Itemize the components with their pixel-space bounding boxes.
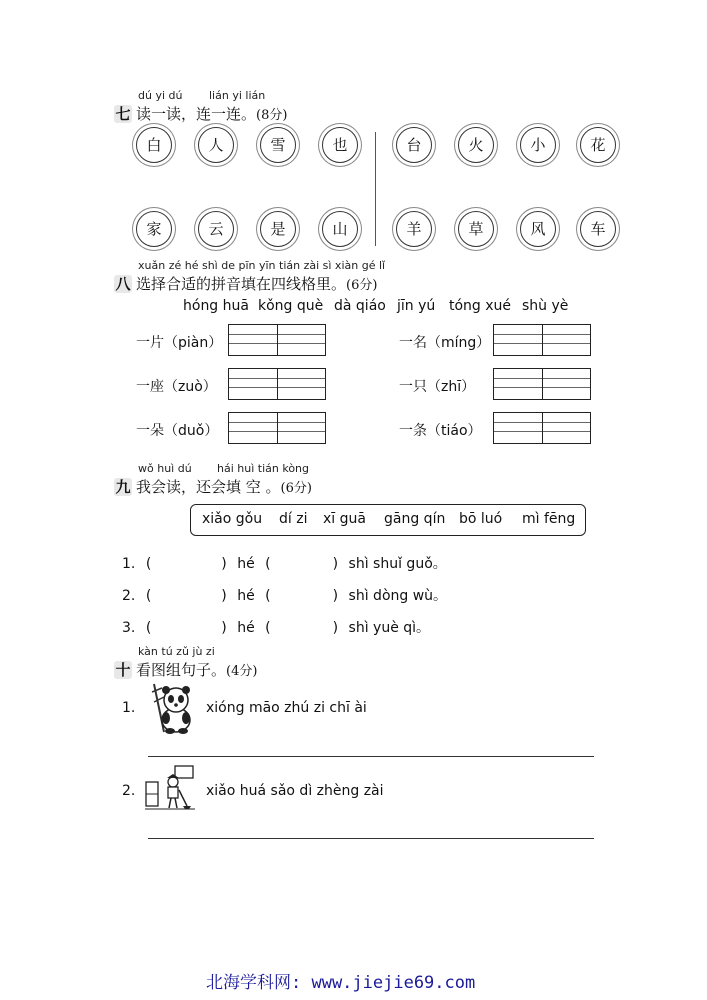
s8-option-3: dà qiáo	[334, 298, 386, 314]
s7-title	[114, 103, 287, 124]
s7-char-bottom-right-3[interactable]: 风	[520, 211, 556, 247]
s8-option-2: kǒng què	[258, 298, 324, 314]
s8-option-4: jīn yú	[397, 298, 436, 314]
s9-he: hé	[237, 620, 255, 636]
s9-tail: shì shuǐ guǒ。	[348, 556, 447, 572]
s10-q2-text: xiǎo huá sǎo dì zhèng zài	[206, 783, 384, 799]
s8-item-left-2: 一座（zuò）	[136, 379, 217, 395]
s10-title-text: 看图组句子。	[136, 661, 227, 679]
s9-blank-close: )	[332, 620, 339, 636]
s8-writing-grid-left-1[interactable]	[228, 324, 326, 356]
s10-q1-number: 1.	[122, 700, 136, 716]
s9-blank-open: (	[145, 588, 152, 604]
s9-blank-close: )	[221, 620, 227, 636]
s8-item-right-3: 一条（tiáo）	[399, 423, 482, 439]
s7-char-bottom-right-4[interactable]: 车	[580, 211, 616, 247]
s9-title	[114, 476, 312, 497]
s8-writing-grid-right-1[interactable]	[493, 324, 591, 356]
s10-q1-text: xióng māo zhú zi chī ài	[206, 700, 367, 716]
s9-title-text: 我会读，还会填 空 。	[136, 478, 281, 496]
s8-title	[114, 273, 377, 294]
s9-row-2	[122, 585, 447, 605]
s9-blank-open: (	[265, 588, 271, 604]
s9-bank-word-4: gāng qín	[384, 511, 446, 527]
s7-title-text: 读一读，连一连。	[136, 105, 257, 123]
s9-number-badge: 九	[115, 478, 131, 496]
s9-row-1	[122, 553, 447, 573]
s9-bank-word-6: mì fēng	[522, 511, 576, 527]
s7-char-top-left-3[interactable]: 雪	[260, 127, 296, 163]
s9-tail: shì dòng wù。	[348, 588, 448, 604]
s9-tail: shì yuè qì。	[348, 620, 431, 636]
s8-title-text: 选择合适的拼音填在四线格里。	[136, 275, 347, 293]
s8-item-left-1: 一片（piàn）	[136, 335, 223, 351]
s9-bank-word-5: bō luó	[459, 511, 503, 527]
s7-char-bottom-right-1[interactable]: 羊	[396, 211, 432, 247]
s7-char-bottom-right-2[interactable]: 草	[458, 211, 494, 247]
s10-q2-answer-line[interactable]	[148, 838, 594, 839]
s8-option-5: tóng xué	[449, 298, 512, 314]
footer-watermark: 北海学科网: www.jiejie69.com	[206, 973, 476, 993]
s8-writing-grid-right-2[interactable]	[493, 368, 591, 400]
s7-pinyin-1: dú yi dú	[138, 89, 183, 102]
s7-char-top-right-2[interactable]: 火	[458, 127, 494, 163]
s10-q2-number: 2.	[122, 783, 136, 799]
s9-blank-close: )	[221, 588, 227, 604]
s7-char-bottom-left-4[interactable]: 山	[322, 211, 358, 247]
s9-he: hé	[237, 556, 255, 572]
s7-char-top-left-1[interactable]: 白	[136, 127, 172, 163]
s8-writing-grid-left-3[interactable]	[228, 412, 326, 444]
s7-char-top-right-4[interactable]: 花	[580, 127, 616, 163]
s9-score: (6分)	[280, 481, 312, 496]
s10-q1-answer-line[interactable]	[148, 756, 594, 757]
s7-number-badge: 七	[115, 105, 131, 123]
s7-char-top-right-3[interactable]: 小	[520, 127, 556, 163]
s9-blank-close: )	[332, 556, 339, 572]
s10-title	[114, 659, 257, 680]
s7-char-bottom-left-1[interactable]: 家	[136, 211, 172, 247]
s8-option-6: shù yè	[522, 298, 569, 314]
s9-blank-close: )	[332, 588, 339, 604]
s10-score: (4分)	[226, 664, 258, 679]
s7-char-bottom-left-3[interactable]: 是	[260, 211, 296, 247]
s9-blank-open: (	[145, 620, 152, 636]
s9-bank-word-2: dí zi	[279, 511, 308, 527]
s9-bank-word-1: xiǎo gǒu	[202, 511, 263, 527]
s9-he: hé	[237, 588, 255, 604]
s7-char-top-left-4[interactable]: 也	[322, 127, 358, 163]
s8-pinyin: xuǎn zé hé shì de pīn yīn tián zài sì xiàn gé lǐ	[138, 259, 386, 272]
s9-blank-open: (	[265, 620, 271, 636]
s9-blank-open: (	[145, 556, 152, 572]
s7-score: (8分)	[256, 108, 288, 123]
s9-pinyin-2: hái huì tián kòng	[217, 462, 310, 475]
sweeping-image	[145, 764, 197, 810]
s8-number-badge: 八	[115, 275, 131, 293]
s8-score: (6分)	[346, 278, 378, 293]
s8-item-right-1: 一名（míng）	[399, 335, 491, 351]
s9-blank-close: )	[221, 556, 227, 572]
s8-writing-grid-left-2[interactable]	[228, 368, 326, 400]
s10-pinyin: kàn tú zǔ jù zi	[138, 645, 215, 658]
s9-blank-open: (	[265, 556, 271, 572]
s8-writing-grid-right-3[interactable]	[493, 412, 591, 444]
s8-option-1: hóng huā	[183, 298, 249, 314]
s9-row-number: 1.	[122, 556, 136, 572]
panda-image	[148, 682, 196, 734]
s8-item-left-3: 一朵（duǒ）	[136, 423, 219, 439]
s10-number-badge: 十	[115, 661, 131, 679]
s9-row-number: 3.	[122, 620, 136, 636]
s7-pinyin-2: lián yi lián	[209, 89, 266, 102]
s7-char-top-left-2[interactable]: 人	[198, 127, 234, 163]
s9-pinyin-1: wǒ huì dú	[138, 462, 192, 475]
s9-bank-word-3: xī guā	[323, 511, 366, 527]
s7-char-top-right-1[interactable]: 台	[396, 127, 432, 163]
s8-item-right-2: 一只（zhī）	[399, 379, 476, 395]
s7-char-bottom-left-2[interactable]: 云	[198, 211, 234, 247]
s9-row-number: 2.	[122, 588, 136, 604]
s7-divider	[375, 132, 376, 246]
s9-row-3	[122, 617, 430, 637]
